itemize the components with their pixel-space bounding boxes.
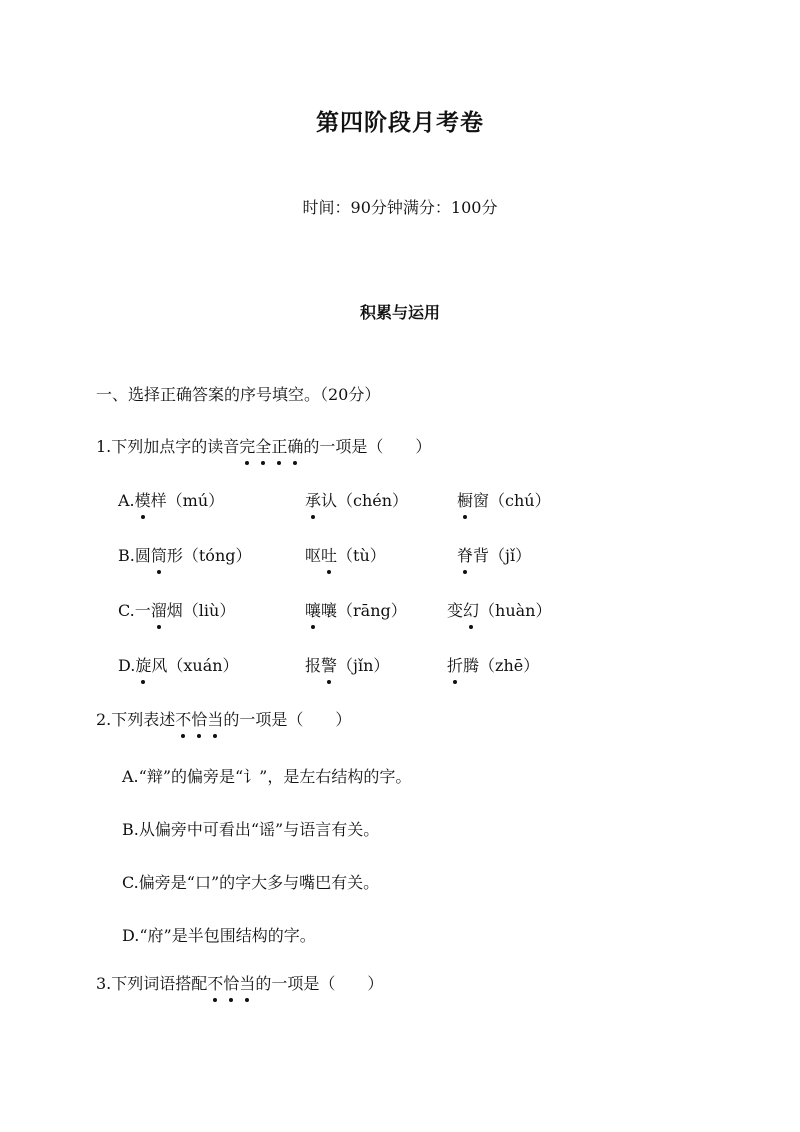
word-text: 样（mú） (150, 491, 225, 510)
word-text: 呕 (305, 546, 322, 565)
q2-option-b: B.从偏旁中可看出“谣”与语言有关。 (122, 820, 380, 839)
q1-option-d-word-3 (447, 655, 539, 677)
emphasis-char: 恰 (223, 974, 240, 993)
word-text: 腾（zhē） (463, 656, 540, 675)
question-3 (96, 973, 383, 995)
q1-option-a-word-3 (457, 490, 551, 512)
emphasis-char: 吐 (321, 546, 338, 565)
q1-option-c-word-1 (118, 600, 235, 622)
word-text: （huàn） (479, 601, 552, 620)
emphasis-char: 恰 (191, 710, 208, 729)
question-2-suffix: 的一项是（ ） (223, 710, 352, 729)
emphasis-char: 承 (305, 491, 322, 510)
q1-option-a-word-2 (305, 490, 408, 512)
exam-info: 时间：90分钟满分：100分 (302, 198, 498, 217)
question-3-prefix: 3.下列词语搭配 (96, 974, 208, 993)
question-3-suffix: 的一项是（ ） (255, 974, 384, 993)
part-heading: 一、选择正确答案的序号填空。（20分） (96, 385, 381, 404)
q1-option-c-word-3 (447, 600, 552, 622)
word-text: 风（xuán） (151, 656, 239, 675)
emphasis-char: 嚷 (305, 601, 322, 620)
word-text: 窗（chú） (473, 491, 551, 510)
word-text: 嚷（rāng） (321, 601, 407, 620)
word-text: （jǐn） (337, 656, 390, 675)
q2-option-a: A.“辩”的偏旁是“讠”，是左右结构的字。 (122, 767, 412, 786)
emphasis-char: 警 (321, 656, 338, 675)
emphasis-char: 橱 (457, 491, 474, 510)
word-text: 变 (447, 601, 464, 620)
emphasis-char: 脊 (457, 546, 474, 565)
question-1-prefix: 1.下列加点字的读音 (96, 437, 240, 456)
option-letter: A. (118, 491, 135, 510)
option-letter: B. (118, 546, 135, 565)
question-1 (96, 436, 431, 458)
q1-option-b-word-2 (305, 545, 386, 567)
q1-option-a-word-1 (118, 490, 224, 512)
emphasis-char: 全 (255, 437, 272, 456)
q1-option-c-word-2 (305, 600, 407, 622)
question-2-prefix: 2.下列表述 (96, 710, 176, 729)
emphasis-char: 幻 (463, 601, 480, 620)
emphasis-char: 不 (175, 710, 192, 729)
word-text: 形（tóng） (166, 546, 252, 565)
option-letter: D. (118, 656, 136, 675)
q1-option-b-word-3 (457, 545, 531, 567)
word-text: 一 (134, 601, 151, 620)
word-text: 报 (305, 656, 322, 675)
option-letter: C. (118, 601, 135, 620)
word-text: 认（chén） (321, 491, 409, 510)
emphasis-char: 折 (447, 656, 464, 675)
word-text: 烟（liù） (166, 601, 236, 620)
section-heading: 积累与运用 (359, 303, 440, 322)
emphasis-char: 溜 (150, 601, 167, 620)
q2-option-c: C.偏旁是“口”的字大多与嘴巴有关。 (122, 873, 380, 892)
q1-option-d-word-1 (118, 655, 239, 677)
question-1-suffix: 的一项是（ ） (303, 437, 432, 456)
word-text: 背（jǐ） (473, 546, 532, 565)
emphasis-char: 模 (134, 491, 151, 510)
word-text: （tù） (337, 546, 386, 565)
emphasis-char: 旋 (135, 656, 152, 675)
page-title: 第四阶段月考卷 (316, 109, 484, 136)
word-text: 圆 (134, 546, 151, 565)
emphasis-char: 当 (207, 710, 224, 729)
emphasis-char: 正 (271, 437, 288, 456)
q2-option-d: D.“府”是半包围结构的字。 (122, 926, 316, 945)
emphasis-char: 当 (239, 974, 256, 993)
q1-option-d-word-2 (305, 655, 389, 677)
emphasis-char: 筒 (150, 546, 167, 565)
emphasis-char: 不 (207, 974, 224, 993)
q1-option-b-word-1 (118, 545, 252, 567)
emphasis-char: 完 (239, 437, 256, 456)
emphasis-char: 确 (287, 437, 304, 456)
question-2 (96, 709, 351, 731)
